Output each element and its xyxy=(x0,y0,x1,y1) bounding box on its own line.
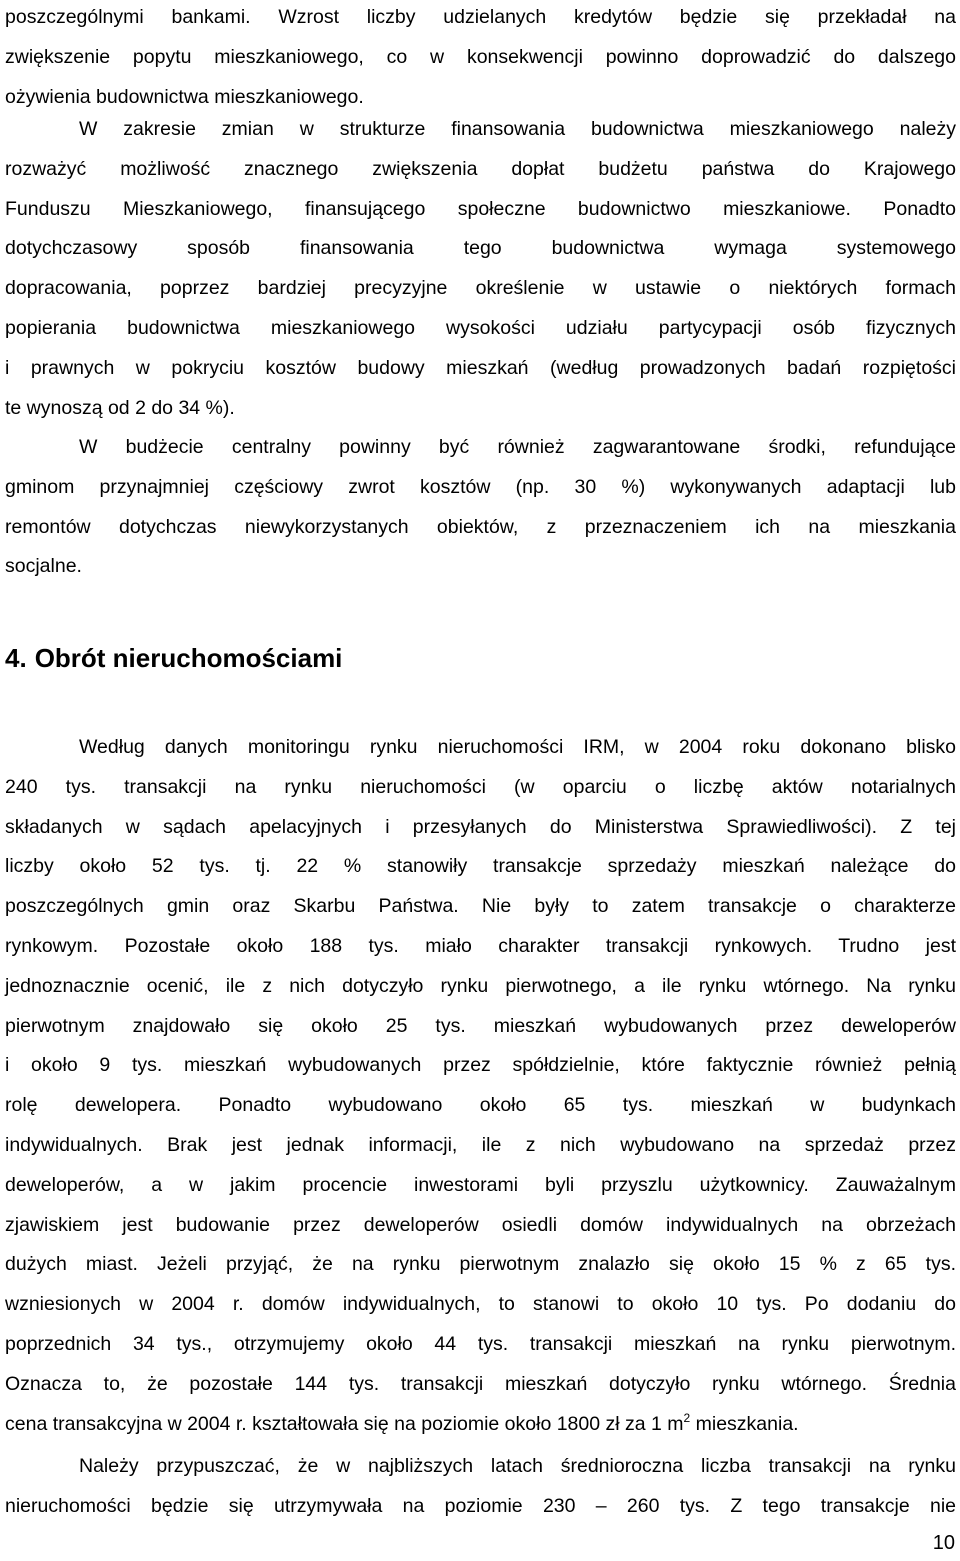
text-line: W zakresie zmian w strukturze finansowania budownictwa mieszkaniowego należy xyxy=(79,118,956,140)
text-line: remontów dotychczas niewykorzystanych obiektów, z przeznaczeniem ich na mieszkania xyxy=(5,515,956,538)
text-line: i prawnych w pokryciu kosztów budowy mieszkań (według prowadzonych badań rozpiętości xyxy=(5,356,956,379)
text-line: poprzednich 34 tys., otrzymujemy około 44 tys. transakcji mieszkań na rynku pierwotnym. xyxy=(5,1332,956,1355)
text-fragment: cena transakcyjna w 2004 r. kształtowała się na poziomie około 1800 zł za 1 m xyxy=(5,1412,684,1435)
section-heading xyxy=(5,643,342,674)
text-line: jednoznacznie ocenić, ile z nich dotyczyło rynku pierwotnego, a ile rynku wtórnego. Na rynku xyxy=(5,974,956,997)
paragraph-5 xyxy=(5,1447,956,1527)
text-line: dotychczasowy sposób finansowania tego budownictwa wymaga systemowego xyxy=(5,237,956,260)
text-line: dopracowania, poprzez bardziej precyzyjne określenie w ustawie o niektórych formach xyxy=(5,277,956,300)
paragraph-1 xyxy=(5,0,956,117)
text-line: socjalne. xyxy=(5,555,82,578)
text-fragment: mieszkania. xyxy=(690,1412,799,1435)
section-number: 4. xyxy=(5,643,27,673)
text-line: W budżecie centralny powinny być również zagwarantowane środki, refundujące xyxy=(79,436,956,458)
text-line: dużych miast. Jeżeli przyjąć, że na rynku pierwotnym znalazło się około 15 % z 65 tys. xyxy=(5,1253,956,1276)
text-line: wzniesionych w 2004 r. domów indywidualnych, to stanowi to około 10 tys. Po dodaniu do xyxy=(5,1293,956,1316)
text-line: zjawiskiem jest budowanie przez deweloperów osiedli domów indywidualnych na obrzeżach xyxy=(5,1213,956,1236)
text-line: i około 9 tys. mieszkań wybudowanych przez spółdzielnie, które faktycznie również pełnią xyxy=(5,1054,956,1077)
text-line: ożywienia budownictwa mieszkaniowego. xyxy=(5,85,364,108)
text-line-with-superscript xyxy=(5,1405,956,1445)
text-line: Według danych monitoringu rynku nieruchomości IRM, w 2004 roku dokonano blisko xyxy=(79,736,956,758)
text-line: te wynoszą od 2 do 34 %). xyxy=(5,396,235,419)
text-line: liczby około 52 tys. tj. 22 % stanowiły transakcje sprzedaży mieszkań należące do xyxy=(5,855,956,878)
text-line: Należy przypuszczać, że w najbliższych latach średnioroczna liczba transakcji na rynku xyxy=(79,1455,956,1477)
text-line: pierwotnym znajdowało się około 25 tys. mieszkań wybudowanych przez deweloperów xyxy=(5,1014,956,1037)
section-title: Obrót nieruchomościami xyxy=(34,643,343,673)
text-line: indywidualnych. Brak jest jednak informacji, ile z nich wybudowano na sprzedaż przez xyxy=(5,1133,956,1156)
text-line: 240 tys. transakcji na rynku nieruchomości (w oparciu o liczbę aktów notarialnych xyxy=(5,775,956,798)
paragraph-4 xyxy=(5,728,956,1444)
text-line: rolę dewelopera. Ponadto wybudowano około 65 tys. mieszkań w budynkach xyxy=(5,1094,956,1117)
text-line: poszczególnych gmin oraz Skarbu Państwa. Nie były to zatem transakcje o charakterze xyxy=(5,895,956,918)
text-line: poszczególnymi bankami. Wzrost liczby udzielanych kredytów będzie się przekładał na xyxy=(5,6,956,28)
text-line: Oznacza to, że pozostałe 144 tys. transakcji mieszkań dotyczyło rynku wtórnego. Średnia xyxy=(5,1372,956,1395)
text-line: zwiększenie popytu mieszkaniowego, co w konsekwencji powinno doprowadzić do dalszego xyxy=(5,45,956,68)
text-line: nieruchomości będzie się utrzymywała na poziomie 230 – 260 tys. Z tego transakcje nie xyxy=(5,1494,956,1517)
text-line: rynkowym. Pozostałe około 188 tys. miało charakter transakcji rynkowych. Trudno jest xyxy=(5,934,956,957)
superscript: 2 xyxy=(683,1410,691,1425)
text-line: gminom przynajmniej częściowy zwrot kosztów (np. 30 %) wykonywanych adaptacji lub xyxy=(5,475,956,498)
text-line: rozważyć możliwość znacznego zwiększenia dopłat budżetu państwa do Krajowego xyxy=(5,157,956,180)
paragraph-3 xyxy=(5,428,956,587)
text-line: popierania budownictwa mieszkaniowego wysokości udziału partycypacji osób fizycznych xyxy=(5,316,956,339)
text-line: Funduszu Mieszkaniowego, finansującego społeczne budownictwo mieszkaniowe. Ponadto xyxy=(5,197,956,220)
paragraph-2 xyxy=(5,110,956,428)
page-number: 10 xyxy=(932,1532,955,1554)
text-line: deweloperów, a w jakim procencie inwestorami byli przyszlu użytkownicy. Zauważalnym xyxy=(5,1173,956,1196)
text-line: składanych w sądach apelacyjnych i przesyłanych do Ministerstwa Sprawiedliwości). Z tej xyxy=(5,815,956,838)
